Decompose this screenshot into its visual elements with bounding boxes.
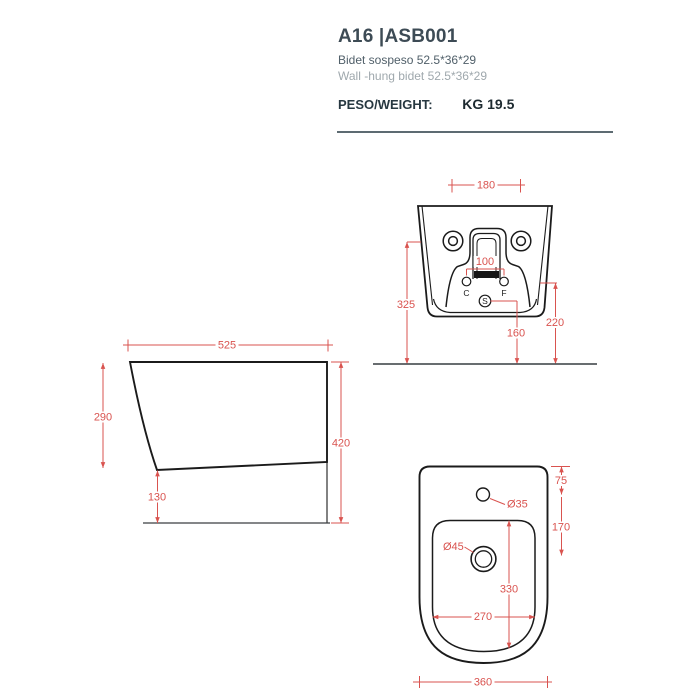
dim-bowl-length: 330 bbox=[499, 583, 519, 596]
cold-label: C bbox=[463, 288, 470, 298]
dim-fixing-holes-distance: 180 bbox=[476, 179, 496, 192]
drain-recess-sill bbox=[474, 271, 499, 278]
description-italian: Bidet sospeso 52.5*36*29 bbox=[338, 53, 477, 67]
description-english: Wall -hung bidet 52.5*36*29 bbox=[338, 69, 487, 83]
dim-tap-to-drain: 170 bbox=[551, 521, 571, 534]
dim-total-height: 420 bbox=[331, 437, 351, 450]
hot-label: F bbox=[501, 288, 507, 298]
dim-connections-height: 220 bbox=[545, 317, 565, 329]
dim-front-height: 290 bbox=[93, 411, 113, 424]
side-profile bbox=[130, 362, 327, 470]
top-view bbox=[413, 467, 572, 689]
dim-overall-width: 360 bbox=[473, 676, 493, 689]
outlet-label: S bbox=[482, 296, 488, 306]
dim-drain-diameter: Ø45 bbox=[443, 541, 464, 553]
weight-label: PESO/WEIGHT: bbox=[338, 97, 433, 112]
product-code: A16 |ASB001 bbox=[338, 26, 458, 47]
weight-value: KG 19.5 bbox=[462, 96, 515, 112]
dim-tap-hole-offset: 75 bbox=[554, 475, 568, 487]
dim-depth: 525 bbox=[217, 339, 237, 352]
dim-tap-hole-diameter: Ø35 bbox=[507, 498, 528, 511]
dim-outlet-height: 160 bbox=[506, 327, 526, 340]
rear-view bbox=[373, 179, 597, 364]
dim-tap-holes-distance: 100 bbox=[475, 256, 495, 268]
dim-fixing-holes-height: 325 bbox=[396, 299, 416, 311]
side-view bbox=[92, 340, 353, 524]
dim-bowl-width: 270 bbox=[473, 611, 493, 623]
dim-clearance: 130 bbox=[147, 491, 167, 504]
